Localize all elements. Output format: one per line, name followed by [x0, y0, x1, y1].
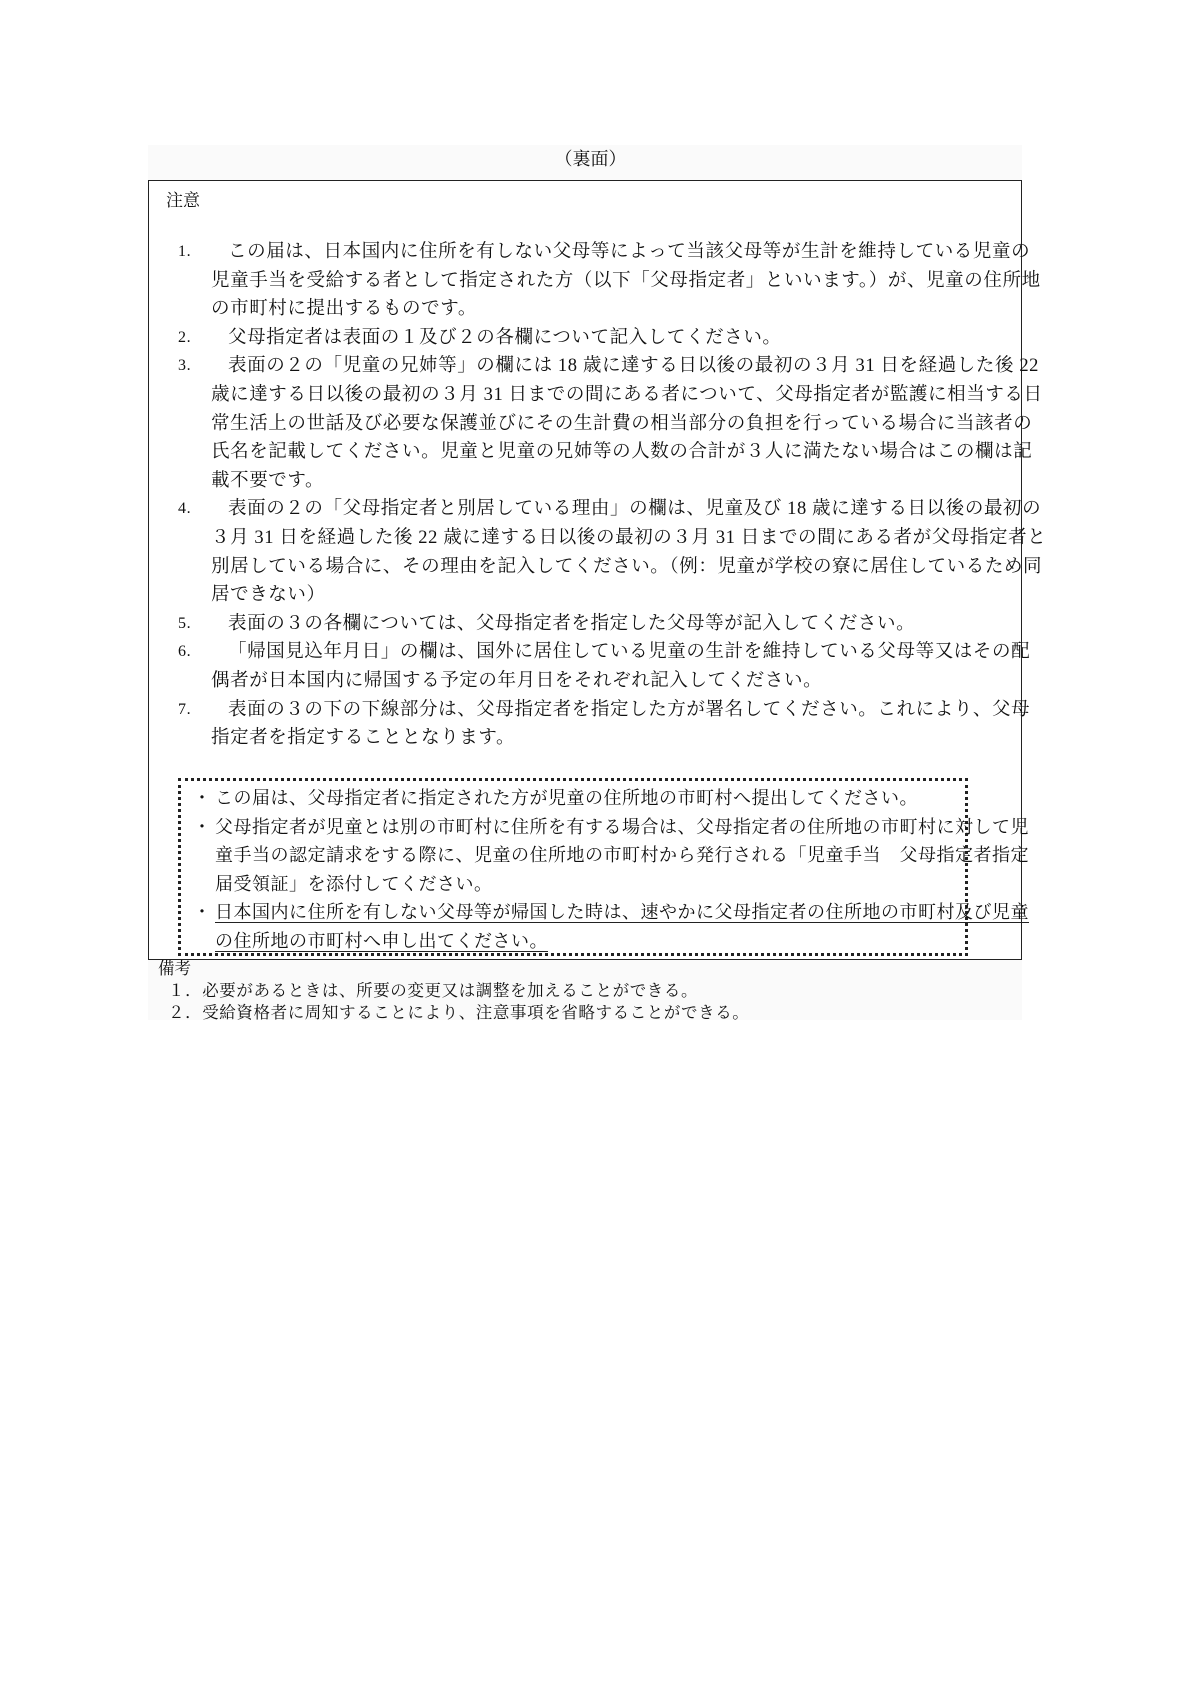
item-line: 指定者を指定することとなります。 — [211, 728, 516, 749]
notice-heading: 注意 — [166, 191, 200, 210]
important-notice-list — [185, 784, 1029, 955]
item-line: 児童手当を受給する者として指定された方（以下「父母指定者」といいます。）が、児童の住所地 — [211, 270, 1041, 291]
list-item — [170, 495, 1042, 524]
bullet-item — [185, 784, 975, 813]
item-number: 5. — [178, 614, 192, 632]
item-line: 氏名を記載してください。児童と児童の兄姉等の人数の合計が３人に満たない場合はこの欄は記 — [211, 442, 1033, 463]
item-line: 表面の３の各欄については、父母指定者を指定した父母等が記入してください。 — [228, 613, 916, 634]
item-number: 2. — [178, 328, 192, 346]
item-number: 4. — [178, 500, 192, 518]
bullet-line: 童手当の認定請求をする際に、児童の住所地の市町村から発行される「児童手当 父母指定者指定 — [215, 845, 1029, 865]
item-number: 1. — [178, 243, 192, 260]
bullet-line-underlined — [185, 927, 975, 956]
bullet-mark: ・ — [193, 816, 212, 837]
remark-line: ２．受給資格者に周知することにより、注意事項を省略することができる。 — [168, 1003, 750, 1022]
remarks — [158, 958, 749, 1024]
bullet-line: この届は、父母指定者に指定された方が児童の住所地の市町村へ提出してください。 — [215, 788, 918, 808]
item-line: 別居している場合に、その理由を記入してください。（例：児童が学校の寮に居住しているため同 — [211, 556, 1043, 577]
item-line: 表面の３の下の下線部分は、父母指定者を指定した方が署名してください。これにより、父母 — [228, 699, 1031, 720]
remarks-heading: 備考 — [158, 959, 191, 978]
item-number: 3. — [178, 357, 192, 375]
item-line: の市町村に提出するものです。 — [211, 299, 477, 320]
list-item — [170, 696, 1031, 725]
bullet-mark: ・ — [193, 902, 212, 922]
item-line: 表面の２の「児童の兄姉等」の欄には 18 歳に達する日以後の最初の３月 31 日を経過した後 22 — [228, 356, 1040, 377]
item-line: 載不要です。 — [211, 470, 325, 491]
list-item — [170, 610, 970, 639]
list-item — [170, 324, 970, 353]
item-line: 常生活上の世話及び必要な保護並びにその生計費の相当部分の負担を行っている場合に当該者の — [211, 413, 1033, 434]
bullet-line: 父母指定者が児童とは別の市町村に住所を有する場合は、父母指定者の住所地の市町村に対して児 — [215, 816, 1029, 837]
page-title: （裏面） — [554, 149, 627, 169]
bullet-mark: ・ — [193, 788, 212, 808]
bullet-item-underlined — [185, 898, 1029, 927]
item-number: 7. — [178, 700, 192, 718]
item-number: 6. — [178, 643, 192, 661]
remark-line: １．必要があるときは、所要の変更又は調整を加えることができる。 — [168, 981, 699, 1000]
item-line: 父母指定者は表面の１及び２の各欄について記入してください。 — [228, 327, 782, 348]
item-line: 「帰国見込年月日」の欄は、国外に居住している児童の生計を維持している父母等又はその配 — [228, 642, 1031, 663]
bullet-line: の住所地の市町村へ申し出てください。 — [215, 930, 548, 951]
item-line: 歳に達する日以後の最初の３月 31 日までの間にある者について、父母指定者が監護に相当する日 — [211, 384, 1043, 405]
item-line: 偶者が日本国内に帰国する予定の年月日をそれぞれ記入してください。 — [211, 670, 823, 691]
bullet-item — [185, 813, 1029, 842]
bullet-line: 日本国内に住所を有しない父母等が帰国した時は、速やかに父母指定者の住所地の市町村及び児童 — [215, 902, 1029, 922]
notice-items — [170, 238, 1047, 753]
item-line: 居できない） — [211, 585, 326, 606]
item-line: 表面の２の「父母指定者と別居している理由」の欄は、児童及び 18 歳に達する日以後の最初の — [228, 499, 1042, 520]
list-item — [170, 352, 1040, 381]
bullet-line: 届受領証」を添付してください。 — [215, 873, 493, 894]
list-item — [170, 238, 1031, 267]
item-line: この届は、日本国内に住所を有しない父母等によって当該父母等が生計を維持している児童の — [228, 242, 1031, 262]
list-item — [170, 638, 1031, 667]
item-line: ３月 31 日を経過した後 22 歳に達する日以後の最初の３月 31 日までの間にある者が父母指定者と — [211, 527, 1047, 548]
